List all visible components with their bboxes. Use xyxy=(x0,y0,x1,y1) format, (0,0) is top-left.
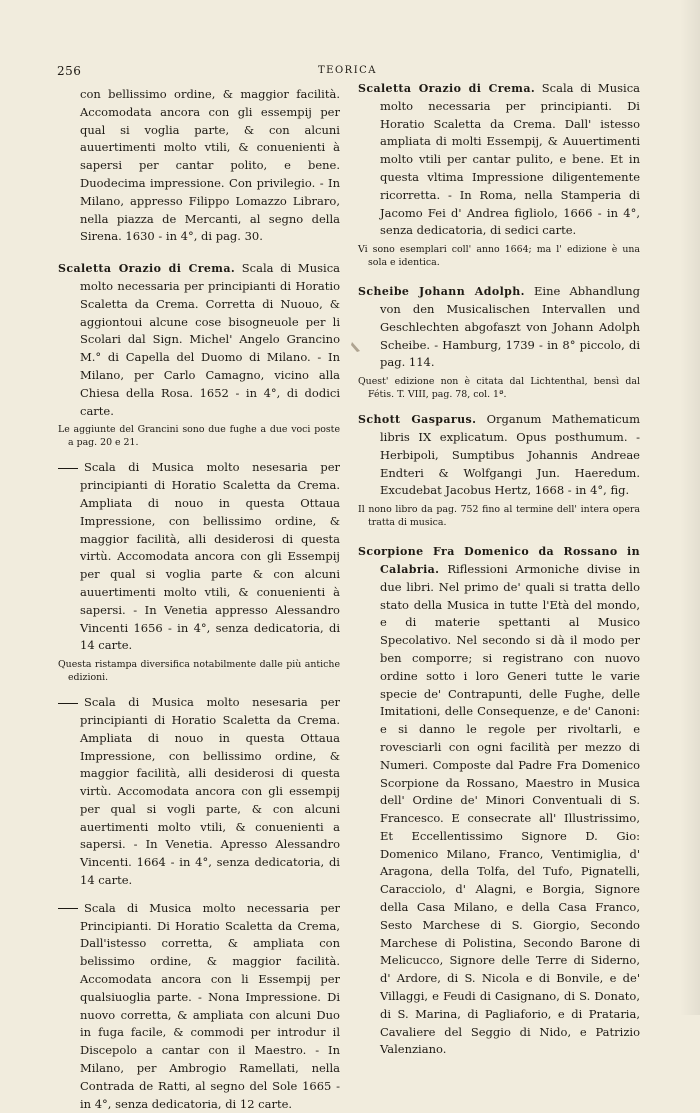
entry-text: Scala di Musica molto necessaria per principianti di Horatio Scaletta da Crema. Corretta di Nuouo, & aggiontoui alcune cose bisogneuole per li Scolari dal Sign. Michel' Angelo Grancino M.° di Capella del Duomo di Milano. - In Milano, per Carlo Camagno, vicino alla Chiesa della Rosa. 1652 - in 4°, di dodici carte. xyxy=(80,261,340,418)
entry-note: Quest' edizione non è citata dal Lichtenthal, bensì dal Fétis. T. VIII, pag. 78, col. 1ª. xyxy=(358,376,640,400)
bibliography-entry-scorpione xyxy=(358,543,640,1059)
page-edge-shadow xyxy=(680,0,700,1015)
bibliography-entry-scaletta-1666 xyxy=(358,80,640,240)
entry-text: Scala di Musica molto necessaria per principianti. Di Horatio Scaletta da Crema. Dall' istesso ampliata di molti Essempij, & Auuertimenti molto vtili per cantar pulito, e bene. Et in questa vltima Impressione diligentemente ricorretta. - In Roma, nella Stamperia di Jacomo Fei d' Andrea figliolo, 1666 - in 4°, senza dedicatoria, di sedici carte. xyxy=(380,81,640,238)
entry-heading: Scorpione Fra Domenico da Rossano in Calabria. xyxy=(358,545,640,576)
bibliography-entry-scaletta-1656 xyxy=(58,459,340,655)
continued-entry xyxy=(58,86,340,246)
entry-text: Scala di Musica molto nesesaria per principianti di Horatio Scaletta da Crema. Ampliata di nouo in questa Ottaua Impressione, con bellissimo ordine, & maggior facilità, alli desiderosi di questa virtù. Accomodata ancora con gli Essempij per qual si voglia parte & con alcuni auuertimenti molto vtili, & conuenienti à sapersi. - In Venetia appresso Alessandro Vincenti 1656 - in 4°, senza dedicatoria, di 14 carte. xyxy=(80,460,340,653)
repeat-dash xyxy=(58,703,78,704)
entry-text: Eine Abhandlung von den Musicalischen Intervallen und Geschlechten abgofaszt von Johann Adolph Scheibe. - Hamburg, 1739 - in 8° piccolo, di pag. 114. xyxy=(380,284,640,370)
ink-mark xyxy=(349,340,363,354)
entry-heading: Scheibe Johann Adolph. xyxy=(358,285,525,299)
entry-heading: Scaletta Orazio di Crema. xyxy=(58,262,236,276)
bibliography-entry-schott xyxy=(358,411,640,500)
bibliography-entry-scaletta-1665 xyxy=(58,900,340,1113)
entry-text: Riflessioni Armoniche divise in due libri. Nel primo de' quali si tratta dello stato della Musica in tutte l'Età del mondo, e di materie spettanti al Musico Specolativo. Nel secondo si dà il modo per ben comporre; si registrano con nuovo ordine sotto i loro Generi tutte le varie specie de' Contrapunti, delle Fughe, delle Imitationi, delle Consequenze, e de' Canoni: e si danno le regole per rivoltarli, e rovesciarli con ogni facilità per mezzo di Numeri. Composte dal Padre Fra Domenico Scorpione da Rossano, Maestro in Musica dell' Ordine de' Minori Conventuali di S. Francesco. E consecrate all' Illustrissimo, Et Eccellentissimo Signore D. Gio: Domenico Milano, Franco, Ventimiglia, d' Aragona, della Tolfa, del Tufo, Pignatelli, Caracciolo, d' Alagni, e Borgia, Signore della Casa Milano, e della Casa Franco, Sesto Marchese di S. Giorgio, Secondo Marchese di Polistina, Secondo Barone di Melicucco, Signore delle Terre di Siderno, d' Ardore, di S. Nicola e di Bonvile, e de' Villaggi, e Feudi di Casignano, di S. Donato, di S. Marina, di Pagliaforio, e di Prataria, Cavaliere del Seggio di Nido, e Patrizio Valenziano. xyxy=(380,561,640,1057)
page-number: 256 xyxy=(57,64,82,78)
left-column xyxy=(58,86,340,1113)
entry-heading: Scaletta Orazio di Crema. xyxy=(358,82,536,95)
running-head: TEORICA xyxy=(318,65,378,76)
entry-note: Il nono libro da pag. 752 fino al termine dell' intera opera tratta di musica. xyxy=(358,504,640,528)
bibliography-entry-scheibe xyxy=(358,283,640,372)
entry-text: Organum Mathematicum libris IX explicatum. Opus posthumum. - Herbipoli, Sumptibus Johannis Andreae Endteri & Wolfgangi Jun. Haeredum. Excudebat Jacobus Hertz, 1668 - in 4°, fig. xyxy=(380,412,640,498)
entry-note: Questa ristampa diversifica notabilmente dalle più antiche edizioni. xyxy=(58,659,340,683)
repeat-dash xyxy=(58,908,78,909)
entry-heading: Schott Gasparus. xyxy=(358,413,477,427)
repeat-dash xyxy=(58,468,78,469)
entry-note: Le aggiunte del Grancini sono due fughe a due voci poste a pag. 20 e 21. xyxy=(58,424,340,448)
right-column xyxy=(358,80,640,1059)
entry-text: Scala di Musica molto nesesaria per principianti di Horatio Scaletta da Crema. Ampliata di nouo in questa Ottaua Impressione, con bellissimo ordine, & maggior facilità, alli desiderosi di questa virtù. Accomodata ancora con gli essempij per qual si vogli parte, & con alcuni auertimenti molto vtili, & conuenienti a sapersi. - In Venetia. Apresso Alessandro Vincenti. 1664 - in 4°, senza dedicatoria, di 14 carte. xyxy=(80,695,340,888)
continued-entry-text: con bellissimo ordine, & maggior facilità. Accomodata ancora con gli essempij per qual si voglia parte, & con alcuni auuertimenti molto vtili, & conuenienti à sapersi per cantar polito, e bene. Duodecima impressione. Con privilegio. - In Milano, appresso Filippo Lomazzo Libraro, nella piazza de Mercanti, al segno della Sirena. 1630 - in 4°, di pag. 30. xyxy=(80,87,340,244)
bibliography-entry-scaletta-1652 xyxy=(58,260,340,420)
bibliography-entry-scaletta-1664 xyxy=(58,694,340,890)
entry-text: Scala di Musica molto necessaria per Principianti. Di Horatio Scaletta da Crema, Dall'istesso corretta, & ampliata con belissimo ordine, & maggior facilità. Accomodata ancora con li Essempij per qualsiuoglia parte. - Nona Impressione. Di nuovo corretta, & ampliata con alcuni Duo in fuga facile, & commodi per introdur il Discepolo a cantar con il Maestro. - In Milano, per Ambrogio Ramellati, nella Contrada de Ratti, al segno del Sole 1665 - in 4°, senza dedicatoria, di 12 carte. xyxy=(80,900,340,1111)
page-header xyxy=(0,64,700,80)
entry-note: Vi sono esemplari coll' anno 1664; ma l' edizione è una sola e identica. xyxy=(358,244,640,268)
